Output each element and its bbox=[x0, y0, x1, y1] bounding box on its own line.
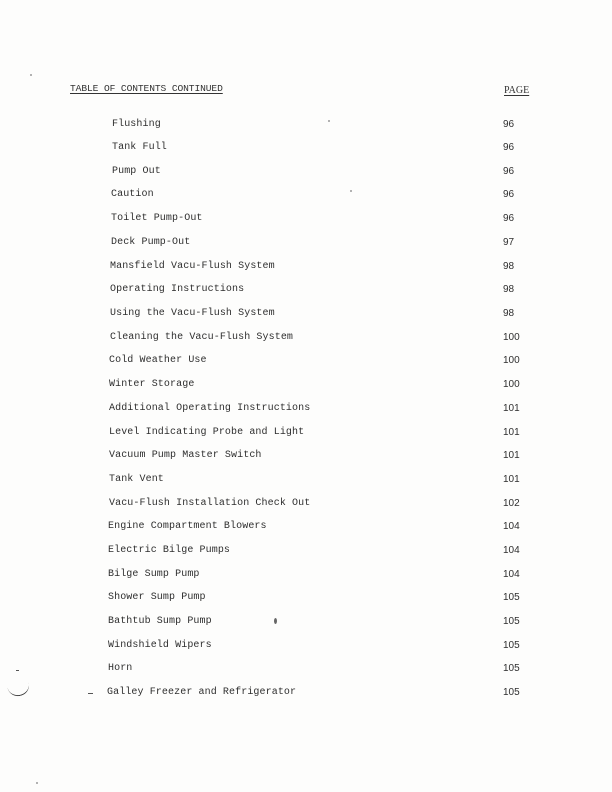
toc-entry bbox=[0, 545, 612, 559]
toc-entry-title: Vacuum Pump Master Switch bbox=[109, 450, 262, 461]
scan-speck bbox=[30, 74, 32, 76]
toc-entry-title: Caution bbox=[111, 189, 154, 200]
toc-entry-page: 104 bbox=[503, 569, 520, 580]
toc-entry-page: 96 bbox=[503, 142, 515, 153]
toc-entry-page: 96 bbox=[503, 166, 515, 177]
toc-entry bbox=[0, 379, 612, 393]
toc-entry bbox=[0, 450, 612, 464]
toc-entry-page: 105 bbox=[503, 616, 520, 627]
toc-entry bbox=[0, 237, 612, 251]
toc-entry-page: 100 bbox=[503, 379, 520, 390]
toc-entry bbox=[0, 119, 612, 133]
toc-entry-page: 98 bbox=[503, 284, 515, 295]
toc-entry-title: Pump Out bbox=[112, 166, 161, 177]
scan-speck bbox=[350, 190, 352, 192]
toc-entry-page: 105 bbox=[503, 640, 520, 651]
toc-entry-page: 101 bbox=[503, 427, 520, 438]
toc-heading: TABLE OF CONTENTS CONTINUED bbox=[70, 83, 223, 94]
toc-entry bbox=[0, 403, 612, 417]
toc-entry-title: Operating Instructions bbox=[110, 284, 245, 295]
toc-entry-page: 101 bbox=[503, 474, 520, 485]
toc-entry-title: Using the Vacu-Flush System bbox=[110, 308, 275, 319]
toc-entry bbox=[0, 498, 612, 512]
toc-entry bbox=[0, 189, 612, 203]
toc-entry-title: Tank Full bbox=[112, 142, 167, 153]
toc-entry-title: Bathtub Sump Pump bbox=[108, 616, 212, 627]
toc-entry-page: 100 bbox=[503, 332, 520, 343]
scan-mark bbox=[88, 693, 93, 694]
toc-entry-page: 96 bbox=[503, 189, 515, 200]
toc-entry bbox=[0, 427, 612, 441]
toc-entry-title: Galley Freezer and Refrigerator bbox=[107, 687, 297, 698]
toc-entry bbox=[0, 616, 612, 630]
toc-entry-title: Vacu-Flush Installation Check Out bbox=[109, 498, 311, 509]
toc-entry-page: 100 bbox=[503, 355, 520, 366]
toc-entry bbox=[0, 166, 612, 180]
toc-entry-page: 102 bbox=[503, 498, 520, 509]
toc-entry-title: Horn bbox=[108, 663, 133, 674]
scan-speck bbox=[274, 618, 277, 624]
toc-entry bbox=[0, 261, 612, 275]
scan-speck bbox=[328, 120, 330, 122]
toc-entry-title: Winter Storage bbox=[109, 379, 195, 390]
toc-entry-title: Deck Pump-Out bbox=[111, 237, 191, 248]
toc-entry bbox=[0, 521, 612, 535]
toc-entry-title: Toilet Pump-Out bbox=[111, 213, 203, 224]
toc-entry bbox=[0, 332, 612, 346]
toc-entry bbox=[0, 355, 612, 369]
scan-speck bbox=[36, 782, 38, 784]
toc-entry-title: Flushing bbox=[112, 119, 161, 130]
page-column-heading: PAGE bbox=[504, 85, 530, 96]
toc-entry bbox=[0, 142, 612, 156]
toc-entry-page: 96 bbox=[503, 213, 515, 224]
toc-entry-title: Cleaning the Vacu-Flush System bbox=[110, 332, 294, 343]
toc-entry bbox=[0, 569, 612, 583]
toc-entry-title: Cold Weather Use bbox=[109, 355, 207, 366]
toc-entry-page: 105 bbox=[503, 663, 520, 674]
toc-entry bbox=[0, 687, 612, 701]
toc-entry-title: Electric Bilge Pumps bbox=[108, 545, 231, 556]
toc-entry-page: 101 bbox=[503, 403, 520, 414]
toc-entry-title: Bilge Sump Pump bbox=[108, 569, 200, 580]
toc-entry-title: Windshield Wipers bbox=[108, 640, 212, 651]
toc-entry-page: 105 bbox=[503, 592, 520, 603]
toc-entry-page: 104 bbox=[503, 521, 520, 532]
toc-entry-page: 98 bbox=[503, 308, 515, 319]
toc-entry-page: 96 bbox=[503, 119, 515, 130]
toc-entry-page: 104 bbox=[503, 545, 520, 556]
toc-entry-title: Tank Vent bbox=[109, 474, 164, 485]
toc-entry-page: 105 bbox=[503, 687, 520, 698]
toc-entry-title: Mansfield Vacu-Flush System bbox=[110, 261, 275, 272]
toc-entry-page: 98 bbox=[503, 261, 515, 272]
toc-entry bbox=[0, 663, 612, 677]
toc-entry-title: Additional Operating Instructions bbox=[109, 403, 311, 414]
scan-mark bbox=[16, 670, 19, 671]
toc-entry-title: Shower Sump Pump bbox=[108, 592, 206, 603]
toc-entry bbox=[0, 592, 612, 606]
toc-entry bbox=[0, 284, 612, 298]
toc-entry bbox=[0, 640, 612, 654]
toc-entry bbox=[0, 474, 612, 488]
toc-entry-title: Engine Compartment Blowers bbox=[108, 521, 267, 532]
toc-entry-page: 101 bbox=[503, 450, 520, 461]
toc-entry-page: 97 bbox=[503, 237, 515, 248]
toc-entry-title: Level Indicating Probe and Light bbox=[109, 427, 305, 438]
toc-entry bbox=[0, 308, 612, 322]
toc-entry bbox=[0, 213, 612, 227]
